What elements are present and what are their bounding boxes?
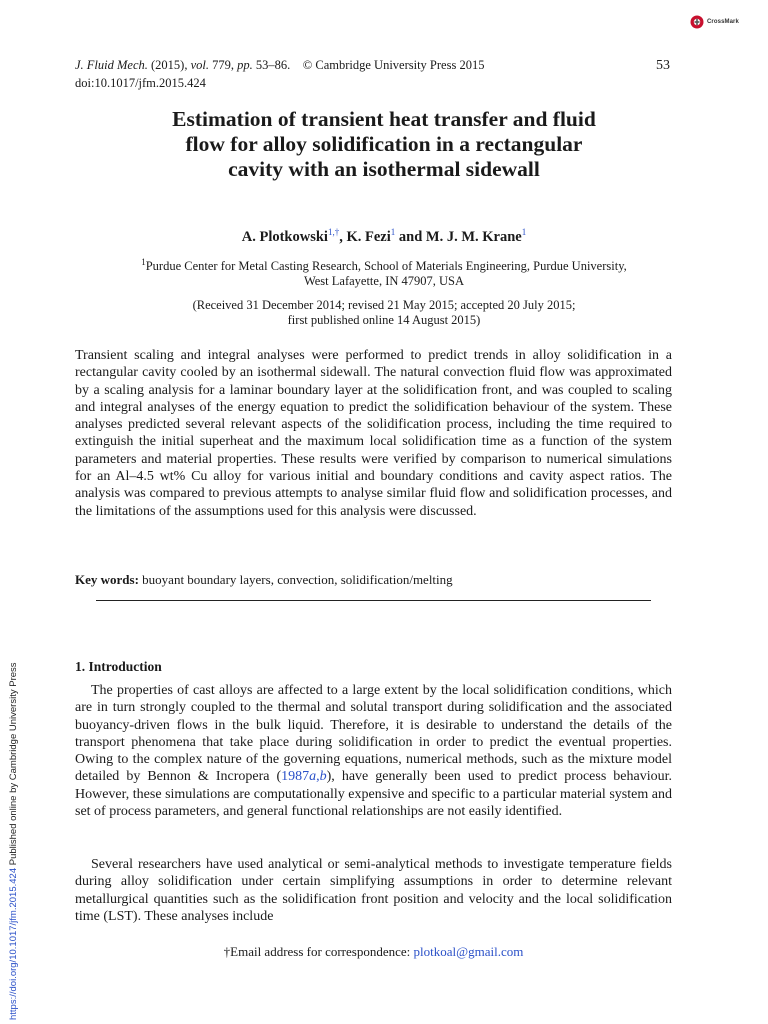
affiliation-line-1: Purdue Center for Metal Casting Research, School of Materials Engineering, Purdue University,	[145, 259, 627, 274]
title-line-1: Estimation of transient heat transfer and fluid	[172, 107, 596, 131]
body-paragraph: Several researchers have used analytical or semi-analytical methods to investigate temperature fields during alloy solidification under certain simplifying assumptions in order to determine relevant metallurgical quantities such as the solidification front position and velocity and the local solidification time (LST). These analyses include	[75, 857, 672, 924]
author-name: A. Plotkowski	[241, 228, 328, 245]
crossmark-label: CrossMark	[707, 19, 739, 25]
dates-line-1: (Received 31 December 2014; revised 21 May 2015; accepted 20 July 2015;	[192, 298, 576, 312]
affiliation-ref[interactable]: 1,†	[327, 227, 340, 237]
body-paragraph	[75, 682, 672, 820]
volume-label: vol.	[190, 58, 209, 72]
pages-label: pp.	[237, 58, 253, 72]
citation-link[interactable]: 1987a,b	[281, 769, 327, 785]
keywords-text: buoyant boundary layers, convection, solidification/melting	[138, 572, 453, 587]
affiliation-ref[interactable]: 1	[521, 227, 527, 237]
paragraph-text: The properties of cast alloys are affected to a large extent by the local solidification conditions, which are in turn strongly coupled to the thermal and solutal transport during solidification and the associated buoyancy-driven flows in the bulk liquid. Therefore, it is desirable to understand the details of the transport phenomena that take place during solidification in order to predict the eventual properties. Owing to the complex nature of the governing equations, numerical methods, such as the mixture model detailed by Bennon & Incropera (	[75, 683, 672, 785]
side-banner-text: Published online by Cambridge University Press	[8, 662, 19, 868]
section-heading: 1. Introduction	[75, 659, 162, 674]
journal-year: (2015),	[151, 58, 188, 72]
abstract: Transient scaling and integral analyses were performed to predict trends in alloy solidification in a rectangular cavity cooled by an isothermal sidewall. The natural convection fluid flow was approximated by a scaling analysis for a laminar boundary layer at the solidification front, and was coupled to scaling and integral analyses of the energy equation to predict the solidification behaviour of the system. These analyses predicted several relevant aspects of the solidification process, including the time required to extinguish the initial superheat and the maximum local solidification time as a function of the system parameters and material properties. These results were verified by comparison to numerical simulations for an Al–4.5 wt% Cu alloy for various initial and boundary conditions and cavity aspect ratios. The analysis was compared to previous attempts to analyse similar fluid flow and solidification processes, and the limitations of the assumptions used for this analysis were discussed.	[75, 348, 672, 519]
affiliation-number: 1	[141, 257, 146, 267]
author-separator: ,	[339, 228, 347, 245]
affiliation-line-2: West Lafayette, IN 47907, USA	[303, 274, 465, 289]
crossmark-badge[interactable]	[690, 12, 752, 32]
author-name: K. Fezi	[346, 228, 391, 245]
page-number: 53	[656, 58, 670, 73]
doi-link[interactable]: https://doi.org/10.1017/jfm.2015.424	[8, 867, 19, 1020]
publication-dates	[80, 298, 688, 328]
author-list	[60, 227, 708, 246]
keywords-label: Key words:	[75, 572, 139, 587]
affiliation-ref[interactable]: 1	[390, 227, 396, 237]
journal-citation	[75, 58, 484, 73]
article-title	[60, 107, 708, 182]
author-separator: and	[395, 228, 426, 245]
title-line-2: flow for alloy solidification in a rectangular	[185, 132, 583, 156]
pages-range: 53–86.	[255, 58, 291, 72]
correspondence-footnote	[75, 944, 672, 960]
email-link[interactable]: plotkoal@gmail.com	[413, 944, 524, 959]
abstract-divider	[96, 600, 651, 601]
paragraph-text: ), have generally been used to predict process behaviour. However, these simulations are computationally expensive and specific to a particular material system and set of process parameters, and general functional relationships are not easily identified.	[75, 769, 672, 820]
dates-line-2: first published online 14 August 2015)	[287, 313, 481, 327]
author-name: M. J. M. Krane	[425, 228, 522, 245]
copyright-notice: © Cambridge University Press 2015	[302, 58, 485, 72]
side-banner	[8, 380, 19, 1020]
affiliation	[80, 255, 688, 289]
footnote-label: Email address for correspondence:	[230, 944, 414, 959]
journal-name: J. Fluid Mech.	[75, 58, 148, 72]
footnote-dagger: †	[223, 944, 231, 959]
article-doi: doi:10.1017/jfm.2015.424	[75, 76, 206, 90]
dagger-ref[interactable]: †	[334, 227, 340, 237]
title-line-3: cavity with an isothermal sidewall	[228, 157, 540, 181]
keywords	[75, 572, 453, 588]
volume-number: 779,	[212, 58, 234, 72]
crossmark-icon	[690, 15, 704, 29]
